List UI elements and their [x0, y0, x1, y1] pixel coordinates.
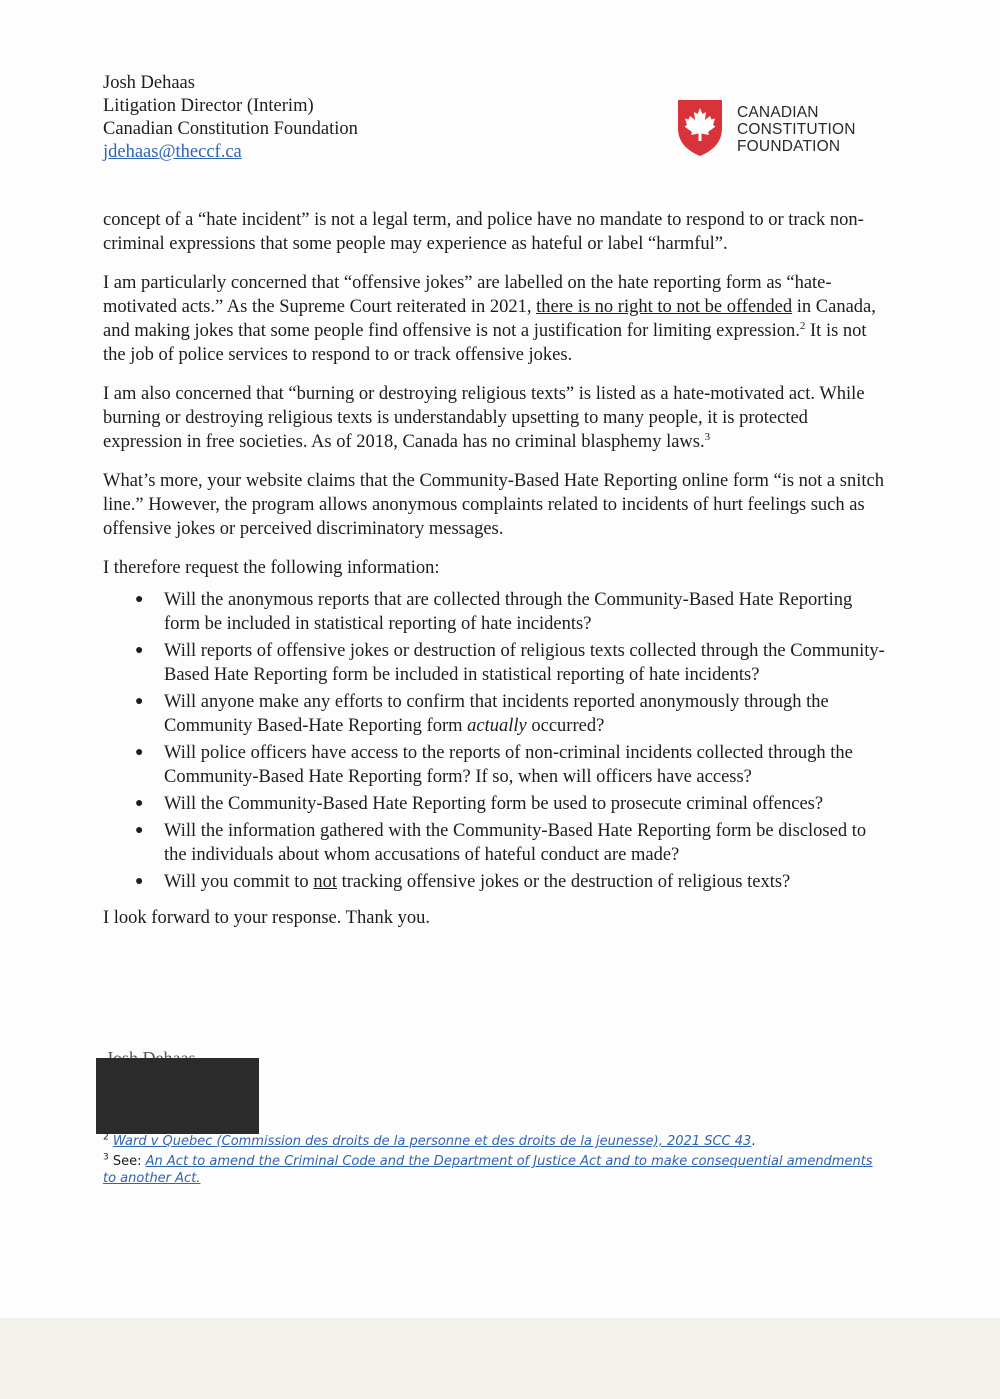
- footnote-number: 3: [103, 1152, 109, 1163]
- bullet-icon: ●: [135, 643, 144, 658]
- paragraph-offensive-jokes: [103, 271, 888, 367]
- bullet-icon: ●: [135, 745, 144, 760]
- footnote-2: [103, 1133, 883, 1150]
- paragraph-religious-texts: [103, 382, 888, 454]
- sender-title: Litigation Director (Interim): [103, 96, 314, 116]
- question-emphasis: actually: [467, 716, 527, 736]
- bullet-icon: ●: [135, 796, 144, 811]
- list-item: [103, 741, 888, 789]
- list-item: [103, 819, 888, 867]
- question-text: Will reports of offensive jokes or destruction of religious texts collected through the Community-Based Hate Reporting form be included in statistical reporting of hate incidents?: [164, 641, 885, 685]
- footnote-3-link[interactable]: An Act to amend the Criminal Code and the Department of Justice Act and to make consequential amendments to another Act.: [103, 1154, 873, 1186]
- question-text: occurred?: [526, 716, 605, 736]
- bullet-icon: ●: [135, 823, 144, 838]
- footnote-text: .: [751, 1134, 756, 1149]
- paragraph-text: I am particularly concerned that “offensive jokes” are labelled on the hate reporting form as “hate-motivated acts.” As the Supreme Court reiterated in 2021,: [103, 273, 832, 317]
- right-not-offended-link[interactable]: there is no right to not be offended: [536, 297, 793, 317]
- list-item: [103, 588, 888, 636]
- paragraph-hate-incident: concept of a “hate incident” is not a legal term, and police have no mandate to respond to or track non-criminal expressions that some people may experience as hateful or label “harmful”.: [103, 210, 864, 254]
- question-text: tracking offensive jokes or the destruction of religious texts?: [336, 872, 791, 892]
- maple-leaf-shield-icon: [676, 98, 724, 158]
- question-text: Will the anonymous reports that are collected through the Community-Based Hate Reporting form be included in statistical reporting of hate incidents?: [164, 590, 853, 634]
- list-item: [103, 639, 888, 687]
- list-item: [103, 792, 888, 816]
- bullet-icon: ●: [135, 592, 144, 607]
- letter-body: [103, 208, 888, 945]
- ccf-logo: [676, 98, 876, 162]
- logo-line-2: CONSTITUTION: [737, 121, 856, 138]
- footnotes: [103, 1133, 883, 1190]
- sender-block: [103, 72, 358, 164]
- question-text: Will anyone make any efforts to confirm that incidents reported anonymously through the Community Based-Hate Reporting form: [164, 692, 829, 736]
- question-text: Will police officers have access to the reports of non-criminal incidents collected through the Community-Based Hate Reporting form? If so, when will officers have access?: [164, 743, 853, 787]
- paragraph-text: It is not the job of police services to respond to or track offensive jokes.: [103, 321, 867, 365]
- redacted-signature: [96, 1058, 259, 1134]
- scan-margin: [0, 1318, 1000, 1399]
- footnote-text: See:: [112, 1154, 146, 1169]
- question-text: Will you commit to: [164, 872, 314, 892]
- bullet-icon: ●: [135, 874, 144, 889]
- paragraph-text: in Canada, and making jokes that some people find offensive is not a justification for limiting expression.: [103, 297, 876, 341]
- sender-email-link[interactable]: jdehaas@theccf.ca: [103, 142, 242, 162]
- logo-wordmark: [737, 104, 856, 155]
- paragraph-snitch-line: What’s more, your website claims that the Community-Based Hate Reporting online form “is not a snitch line.” However, the program allows anonymous complaints related to incidents of hurt feelings such as offensive jokes or perceived discriminatory messages.: [103, 471, 884, 539]
- bullet-icon: ●: [135, 694, 144, 709]
- footnote-3: [103, 1153, 883, 1187]
- paragraph-request: I therefore request the following information:: [103, 558, 440, 578]
- footnote-ref-2: 2: [799, 319, 806, 332]
- logo-line-3: FOUNDATION: [737, 138, 841, 155]
- paragraph-text: I am also concerned that “burning or destroying religious texts” is listed as a hate-motivated act. While burning or destroying religious texts is understandably upsetting to many people, it is protected expression in free societies. As of 2018, Canada has no criminal blasphemy laws.: [103, 384, 865, 452]
- question-emphasis: not: [313, 872, 337, 892]
- sender-name: Josh Dehaas: [103, 73, 195, 93]
- footnote-number: 2: [103, 1132, 109, 1143]
- closing-line: I look forward to your response. Thank you.: [103, 908, 430, 928]
- footnote-2-link[interactable]: Ward v Quebec (Commission des droits de la personne et des droits de la jeunesse), 2021 SCC 43: [112, 1134, 752, 1149]
- logo-line-1: CANADIAN: [737, 104, 819, 121]
- footnote-ref-3: 3: [704, 430, 711, 443]
- sender-organization: Canadian Constitution Foundation: [103, 119, 358, 139]
- list-item: [103, 690, 888, 738]
- list-item: [103, 870, 888, 894]
- question-text: Will the Community-Based Hate Reporting form be used to prosecute criminal offences?: [164, 794, 824, 814]
- question-list: [103, 588, 888, 894]
- question-text: Will the information gathered with the Community-Based Hate Reporting form be disclosed to the individuals about whom accusations of hateful conduct are made?: [164, 821, 867, 865]
